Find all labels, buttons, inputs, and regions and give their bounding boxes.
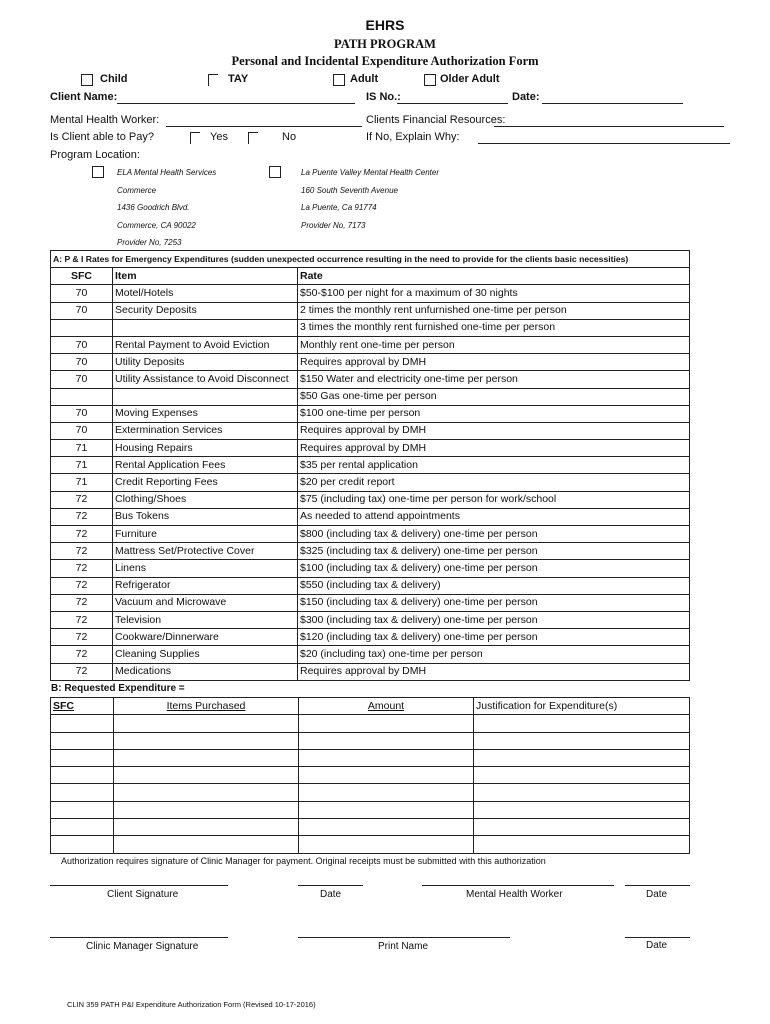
rate-cell-item: Clothing/Shoes <box>113 491 298 508</box>
rate-cell-rate: $550 (including tax & delivery) <box>298 577 690 594</box>
column-header-item: Item <box>113 268 298 285</box>
rate-cell-sfc: 70 <box>51 371 113 388</box>
expenditure-justification-cell[interactable] <box>474 819 690 836</box>
ela-location-city: Commerce <box>117 186 157 195</box>
rate-cell-item: Utility Deposits <box>113 354 298 371</box>
form-header-program: PATH PROGRAM <box>334 37 436 51</box>
manager-signature-line[interactable] <box>50 937 228 938</box>
worker-signature-line[interactable] <box>422 885 614 886</box>
form-header-ehrs: EHRS <box>365 17 405 33</box>
print-name-line[interactable] <box>298 937 510 938</box>
able-to-pay-label: Is Client able to Pay? <box>50 131 154 143</box>
rate-row <box>51 594 690 611</box>
date-label-2: Date <box>646 889 668 900</box>
expenditure-sfc-cell[interactable] <box>51 767 114 784</box>
mental-health-worker-field[interactable] <box>166 126 362 127</box>
rate-row <box>51 336 690 353</box>
expenditure-item-cell[interactable] <box>114 749 299 766</box>
rate-row <box>51 629 690 646</box>
column-header-items-purchased: Items Purchased <box>114 698 299 715</box>
section-b-expenditure-table <box>50 697 690 854</box>
expenditure-row[interactable] <box>51 767 690 784</box>
expenditure-amount-cell[interactable] <box>299 819 474 836</box>
date-label-1: Date <box>320 889 342 900</box>
expenditure-row[interactable] <box>51 749 690 766</box>
rate-cell-item: Housing Repairs <box>113 440 298 457</box>
expenditure-justification-cell[interactable] <box>474 801 690 818</box>
child-label: Child <box>100 73 128 85</box>
client-name-field[interactable] <box>117 103 355 104</box>
rate-row <box>51 440 690 457</box>
expenditure-justification-cell[interactable] <box>474 715 690 732</box>
rate-cell-rate: $100 (including tax & delivery) one-time per person <box>298 560 690 577</box>
rate-row <box>51 354 690 371</box>
client-name-label: Client Name: <box>50 91 118 103</box>
rate-cell-rate: $325 (including tax & delivery) one-time per person <box>298 543 690 560</box>
date-field[interactable] <box>542 103 683 104</box>
financial-resources-label: Clients Financial Resources: <box>366 114 506 126</box>
column-header-amount: Amount <box>299 698 474 715</box>
rate-cell-rate: $20 (including tax) one-time per person <box>298 646 690 663</box>
authorization-note: Authorization requires signature of Clinic Manager for payment. Original receipts must be submitted with this authorization <box>61 856 546 866</box>
rate-cell-sfc <box>51 388 113 405</box>
rate-cell-rate: Requires approval by DMH <box>298 422 690 439</box>
client-signature-line[interactable] <box>50 885 228 886</box>
rate-cell-rate: $150 (including tax & delivery) one-time per person <box>298 594 690 611</box>
expenditure-justification-cell[interactable] <box>474 784 690 801</box>
rate-cell-rate: As needed to attend appointments <box>298 508 690 525</box>
date-label-3: Date <box>646 940 668 951</box>
date-label: Date: <box>512 91 540 103</box>
child-checkbox[interactable] <box>81 74 93 86</box>
expenditure-amount-cell[interactable] <box>299 767 474 784</box>
expenditure-sfc-cell[interactable] <box>51 801 114 818</box>
rate-cell-rate: $50-$100 per night for a maximum of 30 nights <box>298 285 690 302</box>
adult-label: Adult <box>350 73 379 85</box>
la-puente-location-name: La Puente Valley Mental Health Center <box>301 168 440 177</box>
expenditure-amount-cell[interactable] <box>299 784 474 801</box>
rate-row <box>51 491 690 508</box>
section-a-rates-table <box>50 250 690 681</box>
rate-cell-item: Rental Application Fees <box>113 457 298 474</box>
rate-cell-item: Utility Assistance to Avoid Disconnect <box>113 371 298 388</box>
rate-cell-item: Cleaning Supplies <box>113 646 298 663</box>
rate-cell-sfc: 70 <box>51 302 113 319</box>
rate-cell-rate: $100 one-time per person <box>298 405 690 422</box>
rate-cell-item: Furniture <box>113 526 298 543</box>
if-no-label: If No, Explain Why: <box>366 131 460 143</box>
rate-cell-rate: Requires approval by DMH <box>298 354 690 371</box>
rate-cell-rate: $50 Gas one-time per person <box>298 388 690 405</box>
no-checkbox[interactable] <box>248 132 258 144</box>
rate-cell-item <box>113 319 298 336</box>
ela-location-name: ELA Mental Health Services <box>117 168 217 177</box>
rate-row <box>51 611 690 628</box>
yes-checkbox[interactable] <box>190 132 200 144</box>
rate-cell-item: Linens <box>113 560 298 577</box>
expenditure-item-cell[interactable] <box>114 715 299 732</box>
rate-row <box>51 371 690 388</box>
tay-label: TAY <box>228 73 249 85</box>
rate-cell-rate: $20 per credit report <box>298 474 690 491</box>
expenditure-row[interactable] <box>51 732 690 749</box>
ela-location-checkbox[interactable] <box>92 166 104 178</box>
rate-cell-item: Medications <box>113 663 298 680</box>
rate-cell-rate: $300 (including tax & delivery) one-time per person <box>298 611 690 628</box>
rate-cell-rate: Requires approval by DMH <box>298 440 690 457</box>
rate-cell-sfc: 72 <box>51 646 113 663</box>
rate-cell-rate: $120 (including tax & delivery) one-time per person <box>298 629 690 646</box>
is-no-field[interactable] <box>397 103 508 104</box>
rate-cell-item: Television <box>113 611 298 628</box>
rate-cell-sfc: 72 <box>51 577 113 594</box>
expenditure-row[interactable] <box>51 715 690 732</box>
rate-cell-rate: $75 (including tax) one-time per person for work/school <box>298 491 690 508</box>
rate-cell-item: Mattress Set/Protective Cover <box>113 543 298 560</box>
rate-cell-sfc <box>51 319 113 336</box>
rate-row <box>51 302 690 319</box>
rate-row <box>51 405 690 422</box>
rate-cell-sfc: 71 <box>51 457 113 474</box>
adult-checkbox[interactable] <box>333 74 345 86</box>
financial-resources-field[interactable] <box>494 126 724 127</box>
rate-row <box>51 285 690 302</box>
ela-location-citystate: Commerce, CA 90022 <box>117 221 196 230</box>
is-no-label: IS No.: <box>366 91 401 103</box>
worker-signature-label: Mental Health Worker <box>466 889 563 900</box>
expenditure-amount-cell[interactable] <box>299 715 474 732</box>
form-title: Personal and Incidental Expenditure Authorization Form <box>231 54 539 68</box>
date-line-1[interactable] <box>298 885 363 886</box>
rate-row <box>51 388 690 405</box>
rate-cell-sfc: 71 <box>51 440 113 457</box>
rate-cell-item: Bus Tokens <box>113 508 298 525</box>
rate-row <box>51 422 690 439</box>
la-puente-location-citystate: La Puente, Ca 91774 <box>301 203 377 212</box>
expenditure-item-cell[interactable] <box>114 801 299 818</box>
yes-label: Yes <box>210 131 228 143</box>
rate-cell-sfc: 72 <box>51 594 113 611</box>
older-adult-checkbox[interactable] <box>424 74 436 86</box>
expenditure-sfc-cell[interactable] <box>51 836 114 853</box>
no-label: No <box>282 131 297 143</box>
tay-checkbox[interactable] <box>208 74 218 86</box>
expenditure-amount-cell[interactable] <box>299 732 474 749</box>
expenditure-sfc-cell[interactable] <box>51 819 114 836</box>
manager-signature-label: Clinic Manager Signature <box>86 941 199 952</box>
rate-cell-item: Cookware/Dinnerware <box>113 629 298 646</box>
rate-cell-item: Extermination Services <box>113 422 298 439</box>
rate-cell-sfc: 70 <box>51 405 113 422</box>
date-line-3[interactable] <box>625 937 690 938</box>
rate-cell-rate: 2 times the monthly rent unfurnished one-time per person <box>298 302 690 319</box>
rate-cell-sfc: 71 <box>51 474 113 491</box>
rate-cell-sfc: 70 <box>51 336 113 353</box>
rate-cell-sfc: 72 <box>51 611 113 628</box>
date-line-2[interactable] <box>625 885 690 886</box>
rate-row <box>51 457 690 474</box>
mental-health-worker-label: Mental Health Worker: <box>50 114 160 126</box>
program-location-label: Program Location: <box>50 149 140 161</box>
expenditure-item-cell[interactable] <box>114 732 299 749</box>
expenditure-row[interactable] <box>51 784 690 801</box>
rate-cell-sfc: 72 <box>51 491 113 508</box>
la-puente-location-street: 160 South Seventh Avenue <box>301 186 398 195</box>
column-header-rate: Rate <box>298 268 690 285</box>
expenditure-sfc-cell[interactable] <box>51 715 114 732</box>
rate-row <box>51 577 690 594</box>
rate-row <box>51 319 690 336</box>
print-name-label: Print Name <box>378 941 429 952</box>
rate-cell-item: Moving Expenses <box>113 405 298 422</box>
rate-cell-item <box>113 388 298 405</box>
expenditure-justification-cell[interactable] <box>474 836 690 853</box>
rate-cell-item: Refrigerator <box>113 577 298 594</box>
rate-cell-item: Vacuum and Microwave <box>113 594 298 611</box>
rate-cell-rate: 3 times the monthly rent furnished one-time per person <box>298 319 690 336</box>
rate-cell-item: Rental Payment to Avoid Eviction <box>113 336 298 353</box>
rate-cell-sfc: 72 <box>51 526 113 543</box>
expenditure-amount-cell[interactable] <box>299 836 474 853</box>
section-a-title: A: P & I Rates for Emergency Expenditures (sudden unexpected occurrence resulting in the need to provide for the clients basic necessities) <box>51 251 690 268</box>
rate-cell-sfc: 72 <box>51 560 113 577</box>
expenditure-sfc-cell[interactable] <box>51 732 114 749</box>
rate-cell-rate: Requires approval by DMH <box>298 663 690 680</box>
rate-cell-rate: $150 Water and electricity one-time per person <box>298 371 690 388</box>
expenditure-justification-cell[interactable] <box>474 749 690 766</box>
column-header-sfc-b: SFC <box>51 698 114 715</box>
expenditure-sfc-cell[interactable] <box>51 749 114 766</box>
section-b-title: B: Requested Expenditure = <box>51 683 185 694</box>
rate-cell-rate: Monthly rent one-time per person <box>298 336 690 353</box>
rate-cell-sfc: 70 <box>51 354 113 371</box>
rate-cell-sfc: 72 <box>51 663 113 680</box>
form-footer: CLIN 359 PATH P&I Expenditure Authorization Form (Revised 10-17-2016) <box>67 1000 316 1009</box>
rate-row <box>51 560 690 577</box>
ela-location-street: 1436 Goodrich Blvd. <box>117 203 190 212</box>
expenditure-row[interactable] <box>51 801 690 818</box>
expenditure-row[interactable] <box>51 836 690 853</box>
rate-cell-rate: $800 (including tax & delivery) one-time per person <box>298 526 690 543</box>
rate-cell-sfc: 70 <box>51 422 113 439</box>
rate-row <box>51 526 690 543</box>
expenditure-item-cell[interactable] <box>114 767 299 784</box>
column-header-sfc: SFC <box>51 268 113 285</box>
rate-cell-rate: $35 per rental application <box>298 457 690 474</box>
expenditure-justification-cell[interactable] <box>474 732 690 749</box>
expenditure-amount-cell[interactable] <box>299 749 474 766</box>
expenditure-item-cell[interactable] <box>114 784 299 801</box>
rate-row <box>51 543 690 560</box>
rate-row <box>51 508 690 525</box>
client-signature-label: Client Signature <box>107 889 179 900</box>
rate-cell-item: Security Deposits <box>113 302 298 319</box>
rate-cell-sfc: 72 <box>51 543 113 560</box>
rate-cell-item: Credit Reporting Fees <box>113 474 298 491</box>
ela-location-provider: Provider No, 7253 <box>117 238 182 247</box>
expenditure-sfc-cell[interactable] <box>51 784 114 801</box>
la-puente-location-provider: Provider No, 7173 <box>301 221 366 230</box>
rate-row <box>51 646 690 663</box>
if-no-field[interactable] <box>478 143 730 144</box>
older-adult-label: Older Adult <box>440 73 500 85</box>
column-header-justification: Justification for Expenditure(s) <box>474 698 690 715</box>
rate-cell-sfc: 72 <box>51 629 113 646</box>
rate-row <box>51 663 690 680</box>
rate-cell-item: Motel/Hotels <box>113 285 298 302</box>
rate-cell-sfc: 70 <box>51 285 113 302</box>
expenditure-item-cell[interactable] <box>114 836 299 853</box>
expenditure-item-cell[interactable] <box>114 819 299 836</box>
expenditure-justification-cell[interactable] <box>474 767 690 784</box>
la-puente-location-checkbox[interactable] <box>269 166 281 178</box>
expenditure-row[interactable] <box>51 819 690 836</box>
expenditure-amount-cell[interactable] <box>299 801 474 818</box>
rate-cell-sfc: 72 <box>51 508 113 525</box>
rate-row <box>51 474 690 491</box>
